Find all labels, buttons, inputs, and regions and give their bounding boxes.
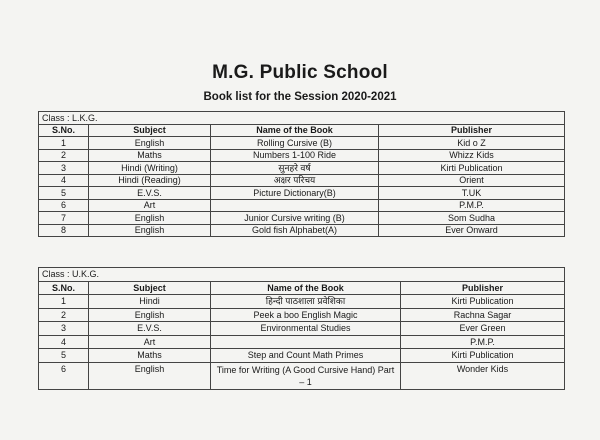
table-row <box>39 322 565 336</box>
cell-book: Peek a boo English Magic <box>211 308 401 322</box>
cell-book: Junior Cursive writing (B) <box>211 212 379 225</box>
header-book: Name of the Book <box>211 281 401 295</box>
cell-publisher: Kirti Publication <box>401 349 565 363</box>
class-row <box>39 112 565 125</box>
header-publisher: Publisher <box>401 281 565 295</box>
table-row <box>39 308 565 322</box>
cell-publisher: Kirti Publication <box>401 295 565 309</box>
cell-subject: Art <box>89 199 211 212</box>
cell-subject: English <box>89 137 211 150</box>
cell-sno: 6 <box>39 362 89 389</box>
cell-sno: 3 <box>39 322 89 336</box>
class-label: Class : L.K.G. <box>39 112 565 125</box>
cell-sno: 1 <box>39 295 89 309</box>
header-row <box>39 281 565 295</box>
cell-sno: 2 <box>39 149 89 162</box>
cell-book: Numbers 1-100 Ride <box>211 149 379 162</box>
cell-subject: English <box>89 224 211 237</box>
cell-sno: 5 <box>39 349 89 363</box>
school-title: M.G. Public School <box>212 62 388 83</box>
booklist-subtitle: Book list for the Session 2020-2021 <box>203 91 397 103</box>
table-row <box>39 137 565 150</box>
cell-sno: 1 <box>39 137 89 150</box>
cell-publisher: Rachna Sagar <box>401 308 565 322</box>
cell-publisher: Som Sudha <box>379 212 565 225</box>
header-subject: Subject <box>89 281 211 295</box>
header-sno: S.No. <box>39 281 89 295</box>
cell-book: Rolling Cursive (B) <box>211 137 379 150</box>
table-row <box>39 174 565 187</box>
header-subject: Subject <box>89 124 211 137</box>
cell-sno: 4 <box>39 335 89 349</box>
cell-subject: Maths <box>89 349 211 363</box>
table-row <box>39 295 565 309</box>
header-book: Name of the Book <box>211 124 379 137</box>
cell-publisher: P.M.P. <box>379 199 565 212</box>
cell-book: Gold fish Alphabet(A) <box>211 224 379 237</box>
table-row <box>39 212 565 225</box>
cell-publisher: P.M.P. <box>401 335 565 349</box>
cell-sno: 7 <box>39 212 89 225</box>
cell-publisher: Orient <box>379 174 565 187</box>
table-row <box>39 349 565 363</box>
cell-book <box>211 199 379 212</box>
cell-book: Picture Dictionary(B) <box>211 187 379 200</box>
cell-subject: Art <box>89 335 211 349</box>
header-row <box>39 124 565 137</box>
cell-book <box>211 335 401 349</box>
cell-book: सुनहरे वर्ष <box>211 162 379 175</box>
cell-publisher: Wonder Kids <box>401 362 565 389</box>
lkg-booklist-table <box>38 111 565 237</box>
table-row <box>39 149 565 162</box>
table-row <box>39 362 565 389</box>
table-row <box>39 162 565 175</box>
cell-book: हिन्दी पाठशाला प्रवेशिका <box>211 295 401 309</box>
cell-publisher: Ever Green <box>401 322 565 336</box>
cell-sno: 2 <box>39 308 89 322</box>
cell-subject: English <box>89 362 211 389</box>
cell-book: Environmental Studies <box>211 322 401 336</box>
cell-subject: E.V.S. <box>89 322 211 336</box>
header-publisher: Publisher <box>379 124 565 137</box>
class-row <box>39 268 565 282</box>
table-row <box>39 335 565 349</box>
table-row <box>39 199 565 212</box>
table-row <box>39 224 565 237</box>
header-sno: S.No. <box>39 124 89 137</box>
cell-sno: 8 <box>39 224 89 237</box>
cell-book: Step and Count Math Primes <box>211 349 401 363</box>
cell-sno: 4 <box>39 174 89 187</box>
cell-subject: Maths <box>89 149 211 162</box>
table-row <box>39 187 565 200</box>
cell-subject: E.V.S. <box>89 187 211 200</box>
cell-subject: Hindi <box>89 295 211 309</box>
cell-subject: Hindi (Writing) <box>89 162 211 175</box>
cell-sno: 5 <box>39 187 89 200</box>
cell-publisher: Kid o Z <box>379 137 565 150</box>
cell-publisher: T.UK <box>379 187 565 200</box>
cell-publisher: Kirti Publication <box>379 162 565 175</box>
cell-sno: 3 <box>39 162 89 175</box>
cell-subject: Hindi (Reading) <box>89 174 211 187</box>
cell-publisher: Whizz Kids <box>379 149 565 162</box>
cell-book: Time for Writing (A Good Cursive Hand) Part – 1 <box>211 362 401 389</box>
cell-sno: 6 <box>39 199 89 212</box>
ukg-booklist-table <box>38 267 565 390</box>
cell-subject: English <box>89 212 211 225</box>
cell-subject: English <box>89 308 211 322</box>
class-label: Class : U.K.G. <box>39 268 565 282</box>
cell-publisher: Ever Onward <box>379 224 565 237</box>
cell-book: अक्षर परिचय <box>211 174 379 187</box>
